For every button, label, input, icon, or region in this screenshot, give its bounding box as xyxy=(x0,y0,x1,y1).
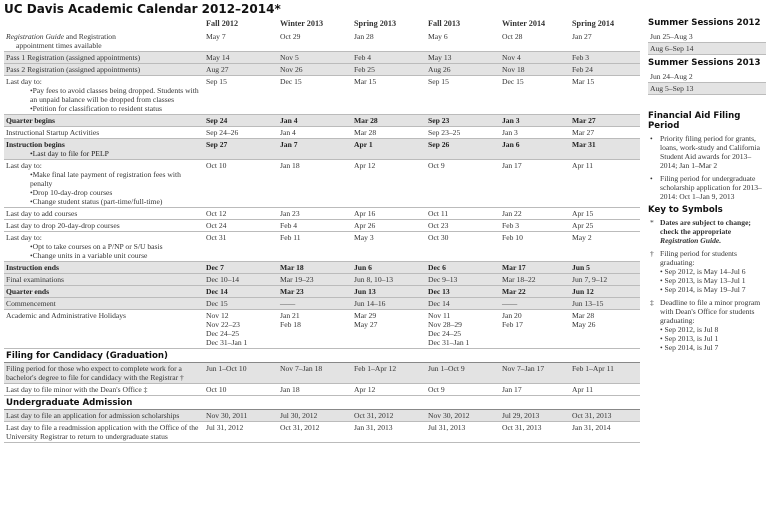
summer-2013-heading: Summer Sessions 2013 xyxy=(648,58,761,68)
table-row xyxy=(4,232,640,262)
date-cell: Mar 18 xyxy=(278,262,352,274)
row-label: Instruction ends xyxy=(4,262,204,274)
date-line: Feb 18 xyxy=(280,320,301,329)
row-bullet: • Drop 10-day-drop courses xyxy=(30,188,202,197)
date-cell: Sep 23–25 xyxy=(426,127,500,139)
column-header: Winter 2013 xyxy=(280,19,324,28)
table-row xyxy=(4,76,640,115)
row-bullet-list xyxy=(6,86,202,113)
row-label: Pass 2 Registration (assigned appointments) xyxy=(4,64,204,76)
date-cell: Mar 27 xyxy=(570,115,640,127)
date-cell: —— xyxy=(500,298,570,310)
date-cell: Feb 4 xyxy=(352,52,426,64)
date-cell: Dec 7 xyxy=(204,262,278,274)
date-cell: Feb 10 xyxy=(500,232,570,262)
date-cell: Jan 31, 2013 xyxy=(352,422,426,443)
date-cell: Sep 27 xyxy=(204,139,278,160)
row-bullet: • Last day to file for PELP xyxy=(30,149,202,158)
date-cell: May 13 xyxy=(426,52,500,64)
date-cell: Aug 27 xyxy=(204,64,278,76)
date-cell: Feb 11 xyxy=(278,232,352,262)
date-cell: Mar 15 xyxy=(352,76,426,115)
table-row xyxy=(4,160,640,208)
date-cell: Nov 7–Jan 17 xyxy=(500,363,570,384)
date-cell: Feb 25 xyxy=(352,64,426,76)
date-cell: Jan 17 xyxy=(500,384,570,396)
date-line: Nov 12 xyxy=(206,311,229,320)
date-cell xyxy=(570,310,640,349)
date-cell: Nov 30, 2011 xyxy=(204,410,278,422)
date-cell: Jan 31, 2014 xyxy=(570,422,640,443)
row-bullet-list xyxy=(6,242,202,260)
key-double-dagger-date: • Sep 2014, is Jul 7 xyxy=(660,343,719,352)
key-star-item: * Dates are subject to change; check the appropriate Registration Guide. xyxy=(650,218,751,245)
row-bullet-list xyxy=(6,170,202,206)
date-cell xyxy=(500,310,570,349)
row-label: Registration Guide and Registration appointment times available xyxy=(4,31,204,52)
date-line: Nov 28–29 xyxy=(428,320,462,329)
date-cell: Mar 27 xyxy=(570,127,640,139)
column-header-row xyxy=(4,18,640,31)
key-dagger-date: • Sep 2013, is May 13–Jul 1 xyxy=(660,276,746,285)
row-label: Academic and Administrative Holidays xyxy=(4,310,204,349)
row-label: Final examinations xyxy=(4,274,204,286)
page-title: UC Davis Academic Calendar 2012–2014* xyxy=(4,2,281,16)
row-label: Last day to: • Pay fees to avoid classes being dropped. Students with an unpaid balance will be dropped from classes • Petition for classification to resident status xyxy=(4,76,204,115)
date-cell: Apr 26 xyxy=(352,220,426,232)
row-label: Filing period for those who expect to complete work for a bachelor's degree to file for candidacy with the Registrar † xyxy=(4,363,204,384)
date-cell: Oct 9 xyxy=(426,384,500,396)
date-cell: Aug 26 xyxy=(426,64,500,76)
date-cell: Jan 3 xyxy=(500,115,570,127)
date-cell: Oct 10 xyxy=(204,160,278,208)
date-cell: Jun 7, 9–12 xyxy=(570,274,640,286)
date-cell: Dec 15 xyxy=(500,76,570,115)
date-cell: Oct 12 xyxy=(204,208,278,220)
date-cell: Feb 1–Apr 12 xyxy=(352,363,426,384)
key-to-symbols-list xyxy=(648,218,766,352)
column-header: Winter 2014 xyxy=(502,19,546,28)
date-cell: Oct 31, 2012 xyxy=(278,422,352,443)
date-cell: Dec 15 xyxy=(204,298,278,310)
table-row xyxy=(4,220,640,232)
financial-aid-item: • Priority filing period for grants, loans, work-study and California Student Aid awards for 2013–2014; Jan 1–Mar 2 xyxy=(650,134,760,170)
row-label: Last day to add courses xyxy=(4,208,204,220)
calendar-table xyxy=(4,18,640,443)
date-cell: Dec 10–14 xyxy=(204,274,278,286)
column-header: Spring 2013 xyxy=(354,19,397,28)
row-bullet: • Make final late payment of registration fees with penalty xyxy=(30,170,202,188)
table-row xyxy=(4,139,640,160)
row-label: Instructional Startup Activities xyxy=(4,127,204,139)
date-line: Nov 22–23 xyxy=(206,320,240,329)
date-cell: Jan 3 xyxy=(500,127,570,139)
date-line: Jan 20 xyxy=(502,311,522,320)
date-cell: Jan 18 xyxy=(278,384,352,396)
date-cell: Oct 9 xyxy=(426,160,500,208)
column-header: Fall 2013 xyxy=(428,19,461,28)
date-line: Mar 29 xyxy=(354,311,377,320)
row-label: Last day to file a readmission application with the Office of the University Registrar to return to undergraduate status xyxy=(4,422,204,443)
date-cell: Nov 5 xyxy=(278,52,352,64)
date-cell: May 6 xyxy=(426,31,500,52)
date-cell: Feb 24 xyxy=(570,64,640,76)
date-cell: May 2 xyxy=(570,232,640,262)
key-dagger-item: † Filing period for students graduating: • Sep 2012, is May 14–Jul 6 • Sep 2013, is May 13–Jul 1 • Sep 2014, is May 19–Jul 7 xyxy=(648,249,766,294)
date-cell: Jan 23 xyxy=(278,208,352,220)
date-cell: Apr 12 xyxy=(352,160,426,208)
date-cell: Jun 1–Oct 10 xyxy=(204,363,278,384)
date-line: Feb 17 xyxy=(502,320,523,329)
date-cell: Oct 31 xyxy=(204,232,278,262)
key-double-dagger-item: ‡ Deadline to file a minor program with Dean's Office for students graduating: • Sep 2012, is Jul 8 • Sep 2013, is Jul 1 • Sep 2014, is Jul 7 xyxy=(648,298,766,352)
date-cell: Nov 26 xyxy=(278,64,352,76)
date-cell: Jan 7 xyxy=(278,139,352,160)
table-row xyxy=(4,298,640,310)
row-label: Instruction begins • Last day to file for PELP xyxy=(4,139,204,160)
financial-aid-item: • Filing period for undergraduate scholarship application for 2013–2014: Oct 1–Jan 9, 2013 xyxy=(650,174,762,201)
date-cell: Sep 26 xyxy=(426,139,500,160)
double-dagger-symbol: ‡ xyxy=(650,298,654,307)
date-cell: Jun 14–16 xyxy=(352,298,426,310)
table-row xyxy=(4,274,640,286)
date-cell: Oct 23 xyxy=(426,220,500,232)
summer-2012-session-2: Aug 6–Sep 14 xyxy=(648,43,766,55)
key-double-dagger-date: • Sep 2012, is Jul 8 xyxy=(660,325,719,334)
date-line: Dec 24–25 xyxy=(206,329,240,338)
row-label: Pass 1 Registration (assigned appointments) xyxy=(4,52,204,64)
table-row xyxy=(4,64,640,76)
date-cell: Mar 19–23 xyxy=(278,274,352,286)
row-label: Commencement xyxy=(4,298,204,310)
date-cell xyxy=(204,310,278,349)
section-heading-row xyxy=(4,349,640,363)
row-label: Last day to: • Opt to take courses on a P/NP or S/U basis • Change units in a variable unit course xyxy=(4,232,204,262)
row-bullet: • Change student status (part-time/full-time) xyxy=(30,197,202,206)
date-cell: Sep 15 xyxy=(204,76,278,115)
date-cell: Feb 3 xyxy=(500,220,570,232)
sidebar xyxy=(648,18,766,356)
section-heading: Undergraduate Admission xyxy=(4,396,640,410)
summer-2012-session-1: Jun 25–Aug 3 xyxy=(648,31,766,43)
date-cell: Jan 22 xyxy=(500,208,570,220)
date-cell: Feb 3 xyxy=(570,52,640,64)
date-cell: Mar 28 xyxy=(352,127,426,139)
section-heading: Filing for Candidacy (Graduation) xyxy=(4,349,640,363)
key-dagger-date: • Sep 2012, is May 14–Jul 6 xyxy=(660,267,746,276)
summer-2012-heading: Summer Sessions 2012 xyxy=(648,18,761,28)
row-bullet: • Opt to take courses on a P/NP or S/U basis xyxy=(30,242,202,251)
date-cell: Jan 6 xyxy=(500,139,570,160)
key-double-dagger-date: • Sep 2013, is Jul 1 xyxy=(660,334,719,343)
table-row xyxy=(4,262,640,274)
date-cell: Jun 8, 10–13 xyxy=(352,274,426,286)
date-cell: Jul 29, 2013 xyxy=(500,410,570,422)
date-cell: Feb 1–Apr 11 xyxy=(570,363,640,384)
date-cell: May 7 xyxy=(204,31,278,52)
date-cell: Jun 5 xyxy=(570,262,640,274)
row-bullet: • Petition for classification to resident status xyxy=(30,104,202,113)
row-label: Quarter begins xyxy=(4,115,204,127)
label-column-header xyxy=(4,18,204,31)
date-cell: Nov 18 xyxy=(500,64,570,76)
table-row xyxy=(4,363,640,384)
table-row xyxy=(4,286,640,298)
asterisk-symbol: * xyxy=(650,218,654,227)
date-cell: Oct 31, 2013 xyxy=(570,410,640,422)
date-cell: Dec 6 xyxy=(426,262,500,274)
date-cell: Mar 22 xyxy=(500,286,570,298)
date-cell: Oct 10 xyxy=(204,384,278,396)
date-cell: Apr 12 xyxy=(352,384,426,396)
date-cell: Jun 6 xyxy=(352,262,426,274)
date-cell: Apr 11 xyxy=(570,384,640,396)
row-label: Quarter ends xyxy=(4,286,204,298)
row-label: Last day to: • Make final late payment of registration fees with penalty • Drop 10-day-drop courses • Change student status (part-time/full-time) xyxy=(4,160,204,208)
date-cell: Jan 28 xyxy=(352,31,426,52)
date-cell: Dec 9–13 xyxy=(426,274,500,286)
date-cell: Mar 31 xyxy=(570,139,640,160)
date-cell: May 3 xyxy=(352,232,426,262)
date-cell: Oct 31, 2012 xyxy=(352,410,426,422)
date-cell: Mar 23 xyxy=(278,286,352,298)
financial-aid-list xyxy=(648,134,766,201)
date-cell: Jan 27 xyxy=(570,31,640,52)
date-cell: Jun 12 xyxy=(570,286,640,298)
date-cell: Apr 1 xyxy=(352,139,426,160)
date-cell: Jul 30, 2012 xyxy=(278,410,352,422)
date-cell: Oct 11 xyxy=(426,208,500,220)
column-header: Fall 2012 xyxy=(206,19,239,28)
date-cell: Apr 16 xyxy=(352,208,426,220)
row-bullet-list xyxy=(6,149,202,158)
date-line: Dec 24–25 xyxy=(428,329,462,338)
row-bullet: • Change units in a variable unit course xyxy=(30,251,202,260)
date-cell: Mar 18–22 xyxy=(500,274,570,286)
date-cell: Jul 31, 2013 xyxy=(426,422,500,443)
date-cell: Jan 4 xyxy=(278,127,352,139)
date-line: Mar 28 xyxy=(572,311,595,320)
date-cell: Dec 14 xyxy=(426,298,500,310)
date-line: Jan 21 xyxy=(280,311,300,320)
date-cell: Mar 15 xyxy=(570,76,640,115)
row-label: Last day to file minor with the Dean's Office ‡ xyxy=(4,384,204,396)
date-cell: Jan 4 xyxy=(278,115,352,127)
date-cell: Jan 18 xyxy=(278,160,352,208)
row-label: Last day to file an application for admission scholarships xyxy=(4,410,204,422)
date-cell: Feb 4 xyxy=(278,220,352,232)
date-cell: Sep 24–26 xyxy=(204,127,278,139)
key-dagger-date: • Sep 2014, is May 19–Jul 7 xyxy=(660,285,746,294)
dagger-symbol: † xyxy=(650,249,654,258)
table-row xyxy=(4,208,640,220)
date-line: Dec 31–Jan 1 xyxy=(206,338,248,347)
financial-aid-heading: Financial Aid Filing Period xyxy=(648,111,741,131)
date-cell: Apr 25 xyxy=(570,220,640,232)
date-cell: Oct 31, 2013 xyxy=(500,422,570,443)
date-cell: Oct 29 xyxy=(278,31,352,52)
date-cell: Jul 31, 2012 xyxy=(204,422,278,443)
date-cell: Apr 11 xyxy=(570,160,640,208)
table-row xyxy=(4,115,640,127)
row-bullet: • Pay fees to avoid classes being dropped. Students with an unpaid balance will be dropped from classes xyxy=(30,86,202,104)
date-cell xyxy=(426,310,500,349)
date-cell: Oct 30 xyxy=(426,232,500,262)
date-cell: Nov 4 xyxy=(500,52,570,64)
date-cell: Dec 14 xyxy=(204,286,278,298)
date-cell: Oct 24 xyxy=(204,220,278,232)
date-cell: Sep 24 xyxy=(204,115,278,127)
date-cell: Dec 13 xyxy=(426,286,500,298)
date-cell: Jun 13 xyxy=(352,286,426,298)
date-cell: Apr 15 xyxy=(570,208,640,220)
date-cell: —— xyxy=(278,298,352,310)
date-line: Dec 31–Jan 1 xyxy=(428,338,470,347)
date-line: May 27 xyxy=(354,320,378,329)
summer-2013-session-2: Aug 5–Sep 13 xyxy=(648,83,766,95)
date-cell: Mar 28 xyxy=(352,115,426,127)
date-cell: Nov 7–Jan 18 xyxy=(278,363,352,384)
date-cell: Jan 17 xyxy=(500,160,570,208)
row-label: Last day to drop 20-day-drop courses xyxy=(4,220,204,232)
summer-2013-session-1: Jun 24–Aug 2 xyxy=(648,71,766,83)
date-cell: Mar 17 xyxy=(500,262,570,274)
date-cell: Dec 15 xyxy=(278,76,352,115)
key-to-symbols-heading: Key to Symbols xyxy=(648,205,723,215)
date-line: Nov 11 xyxy=(428,311,451,320)
date-cell: Sep 23 xyxy=(426,115,500,127)
table-row xyxy=(4,310,640,349)
table-row xyxy=(4,384,640,396)
date-cell: Sep 15 xyxy=(426,76,500,115)
date-cell: Jun 1–Oct 9 xyxy=(426,363,500,384)
date-cell: Nov 30, 2012 xyxy=(426,410,500,422)
table-row xyxy=(4,52,640,64)
date-line: May 26 xyxy=(572,320,596,329)
table-row xyxy=(4,31,640,52)
date-cell: Oct 28 xyxy=(500,31,570,52)
column-header: Spring 2014 xyxy=(572,19,615,28)
table-row xyxy=(4,127,640,139)
table-row xyxy=(4,410,640,422)
section-heading-row xyxy=(4,396,640,410)
date-cell: Jun 13–15 xyxy=(570,298,640,310)
date-cell xyxy=(352,310,426,349)
date-cell: May 14 xyxy=(204,52,278,64)
date-cell xyxy=(278,310,352,349)
table-row xyxy=(4,422,640,443)
